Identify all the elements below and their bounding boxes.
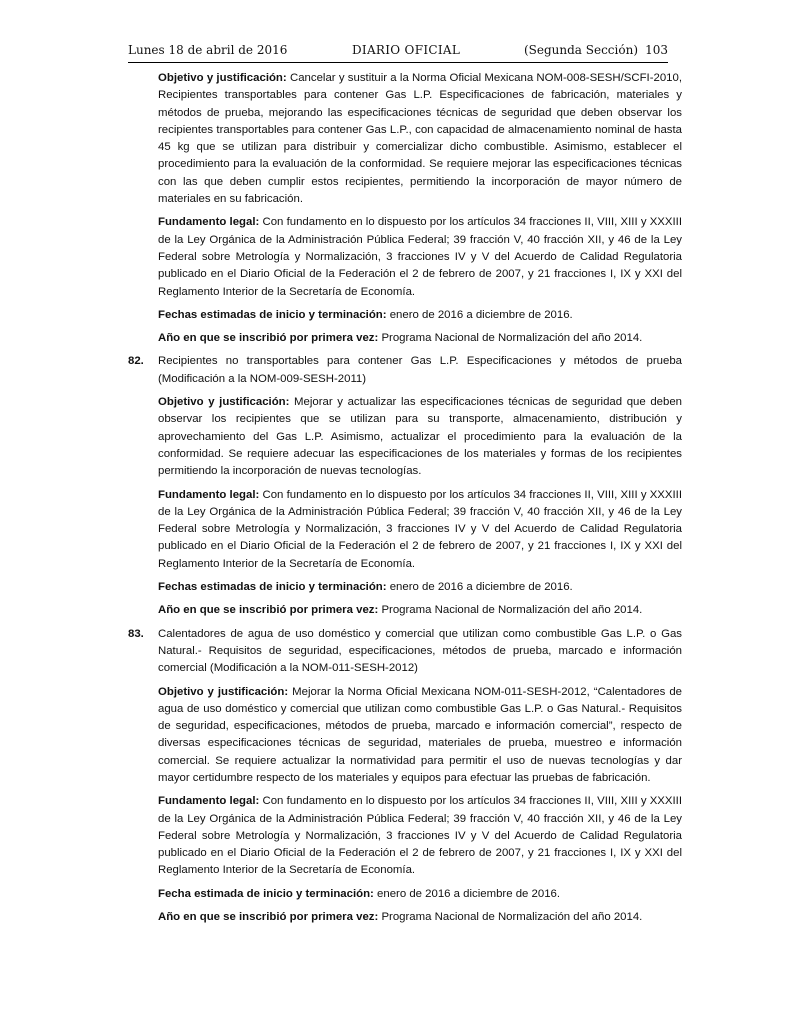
page-header	[128, 40, 668, 63]
fundamento-label: Fundamento legal:	[158, 488, 260, 501]
list-item-83	[128, 626, 682, 678]
fundamento-text: Con fundamento en lo dispuesto por los artículos 34 fracciones II, VIII, XIII y XXXIII de la Ley Orgánica de la Administración Pública Federal; 39 fracción V, 40 fracción XII, y 46 de la Ley Federal sobre Metrología y Normalización, 3 fracciones IV y V del Acuerdo de Calidad Regulatoria publicado en el Diario Oficial de la Federación el 2 de febrero de 2007, y 21 fracciones I, IX y XXI del Reglamento Interior de la Secretaría de Economía.	[158, 216, 682, 298]
objetivo-paragraph	[158, 684, 682, 788]
objetivo-text: Mejorar y actualizar las especificaciones técnicas de seguridad que deben observar los recipientes que se utilizan para su transporte, almacenamiento, distribución y aprovechamiento del Gas L.P. Asimismo, actualizar el procedimiento para la evaluación de la conformidad. Se requiere adecuar las especificaciones de los materiales y formas de los recipientes permitiendo la incorporación de nuevas tecnologías.	[158, 396, 682, 478]
anio-text: Programa Nacional de Normalización del año 2014.	[381, 911, 643, 924]
header-page-number: 103	[645, 43, 668, 57]
fundamento-text: Con fundamento en lo dispuesto por los artículos 34 fracciones II, VIII, XIII y XXXIII de la Ley Orgánica de la Administración Pública Federal; 39 fracción V, 40 fracción XII, y 46 de la Ley Federal sobre Metrología y Normalización, 3 fracciones IV y V del Acuerdo de Calidad Regulatoria publicado en el Diario Oficial de la Federación el 2 de febrero de 2007, y 21 fracciones I, IX y XXI del Reglamento Interior de la Secretaría de Economía.	[158, 488, 682, 570]
anio-paragraph	[158, 909, 682, 926]
fundamento-label: Fundamento legal:	[158, 795, 260, 808]
fechas-label: Fechas estimadas de inicio y terminación:	[158, 308, 387, 321]
item-number: 82.	[128, 355, 144, 368]
objetivo-label: Objetivo y justificación:	[158, 685, 289, 698]
anio-text: Programa Nacional de Normalización del año 2014.	[381, 332, 643, 345]
header-publication-title: DIARIO OFICIAL	[352, 43, 461, 57]
document-body	[128, 70, 682, 932]
objetivo-paragraph	[158, 70, 682, 208]
objetivo-text: Mejorar la Norma Oficial Mexicana NOM-011-SESH-2012, “Calentadores de agua de uso doméstico y comercial que utilizan como combustible Gas L.P. o Gas Natural.- Requisitos de seguridad, especificaciones, métodos de prueba, marcado e información comercial”, respecto de diversas especificaciones técnicas de seguridad, materiales de prueba, muestreo e información comercial. Se requiere actualizar la normatividad para permitir el uso de nuevas tecnologías y dar mayor certidumbre respecto de los materiales y equipos para efectuar las pruebas de fabricación.	[158, 685, 682, 784]
header-section: (Segunda Sección)	[523, 43, 638, 57]
fechas-text: enero de 2016 a diciembre de 2016.	[389, 581, 573, 594]
anio-label: Año en que se inscribió por primera vez:	[158, 604, 379, 617]
anio-paragraph	[158, 330, 682, 347]
fechas-text: enero de 2016 a diciembre de 2016.	[377, 887, 561, 900]
fechas-label: Fechas estimadas de inicio y terminación:	[158, 581, 387, 594]
item-title: Recipientes no transportables para contener Gas L.P. Especificaciones y métodos de prueba (Modificación a la NOM-009-SESH-2011)	[158, 355, 682, 385]
fechas-paragraph	[158, 579, 682, 596]
anio-paragraph	[158, 602, 682, 619]
header-date: Lunes 18 de abril de 2016	[128, 43, 288, 57]
fundamento-text: Con fundamento en lo dispuesto por los artículos 34 fracciones II, VIII, XIII y XXXIII de la Ley Orgánica de la Administración Pública Federal; 39 fracción V, 40 fracción XII, y 46 de la Ley Federal sobre Metrología y Normalización, 3 fracciones IV y V del Acuerdo de Calidad Regulatoria publicado en el Diario Oficial de la Federación el 2 de febrero de 2007, y 21 fracciones I, IX y XXI del Reglamento Interior de la Secretaría de Economía.	[158, 795, 682, 877]
objetivo-text: Cancelar y sustituir a la Norma Oficial Mexicana NOM-008-SESH/SCFI-2010, Recipientes transportables para contener Gas L.P. Especificaciones de fabricación, materiales y métodos de prueba, mejorando las especificaciones técnicas de seguridad que deben observar los recipientes transportables para contener Gas L.P., con capacidad de almacenamiento nominal de hasta 45 kg que se utilizan para distribuir y comercializar dicho combustible. Asimismo, establecer el procedimiento para la evaluación de la conformidad. Se requiere mejorar las especificaciones técnicas con las que deben cumplir estos recipientes, permitiendo la incorporación de mayor número de materiales en su fabricación.	[158, 72, 683, 206]
anio-label: Año en que se inscribió por primera vez:	[158, 332, 379, 345]
fechas-text: enero de 2016 a diciembre de 2016.	[389, 308, 573, 321]
fechas-label: Fecha estimada de inicio y terminación:	[158, 887, 374, 900]
objetivo-label: Objetivo y justificación:	[158, 72, 287, 84]
objetivo-label: Objetivo y justificación:	[158, 396, 290, 409]
fechas-paragraph	[158, 886, 682, 903]
fundamento-label: Fundamento legal:	[158, 216, 260, 229]
fundamento-paragraph	[158, 214, 682, 300]
fundamento-paragraph	[158, 487, 682, 573]
item-number: 83.	[128, 627, 144, 640]
anio-label: Año en que se inscribió por primera vez:	[158, 911, 379, 924]
anio-text: Programa Nacional de Normalización del año 2014.	[381, 604, 643, 617]
fechas-paragraph	[158, 307, 682, 324]
list-item-82	[128, 353, 682, 388]
fundamento-paragraph	[158, 793, 682, 879]
objetivo-paragraph	[158, 394, 682, 480]
item-title: Calentadores de agua de uso doméstico y comercial que utilizan como combustible Gas L.P. o Gas Natural.- Requisitos de seguridad, especificaciones, métodos de prueba, marcado e información comercial (Modificación a la NOM-011-SESH-2012)	[158, 627, 682, 675]
